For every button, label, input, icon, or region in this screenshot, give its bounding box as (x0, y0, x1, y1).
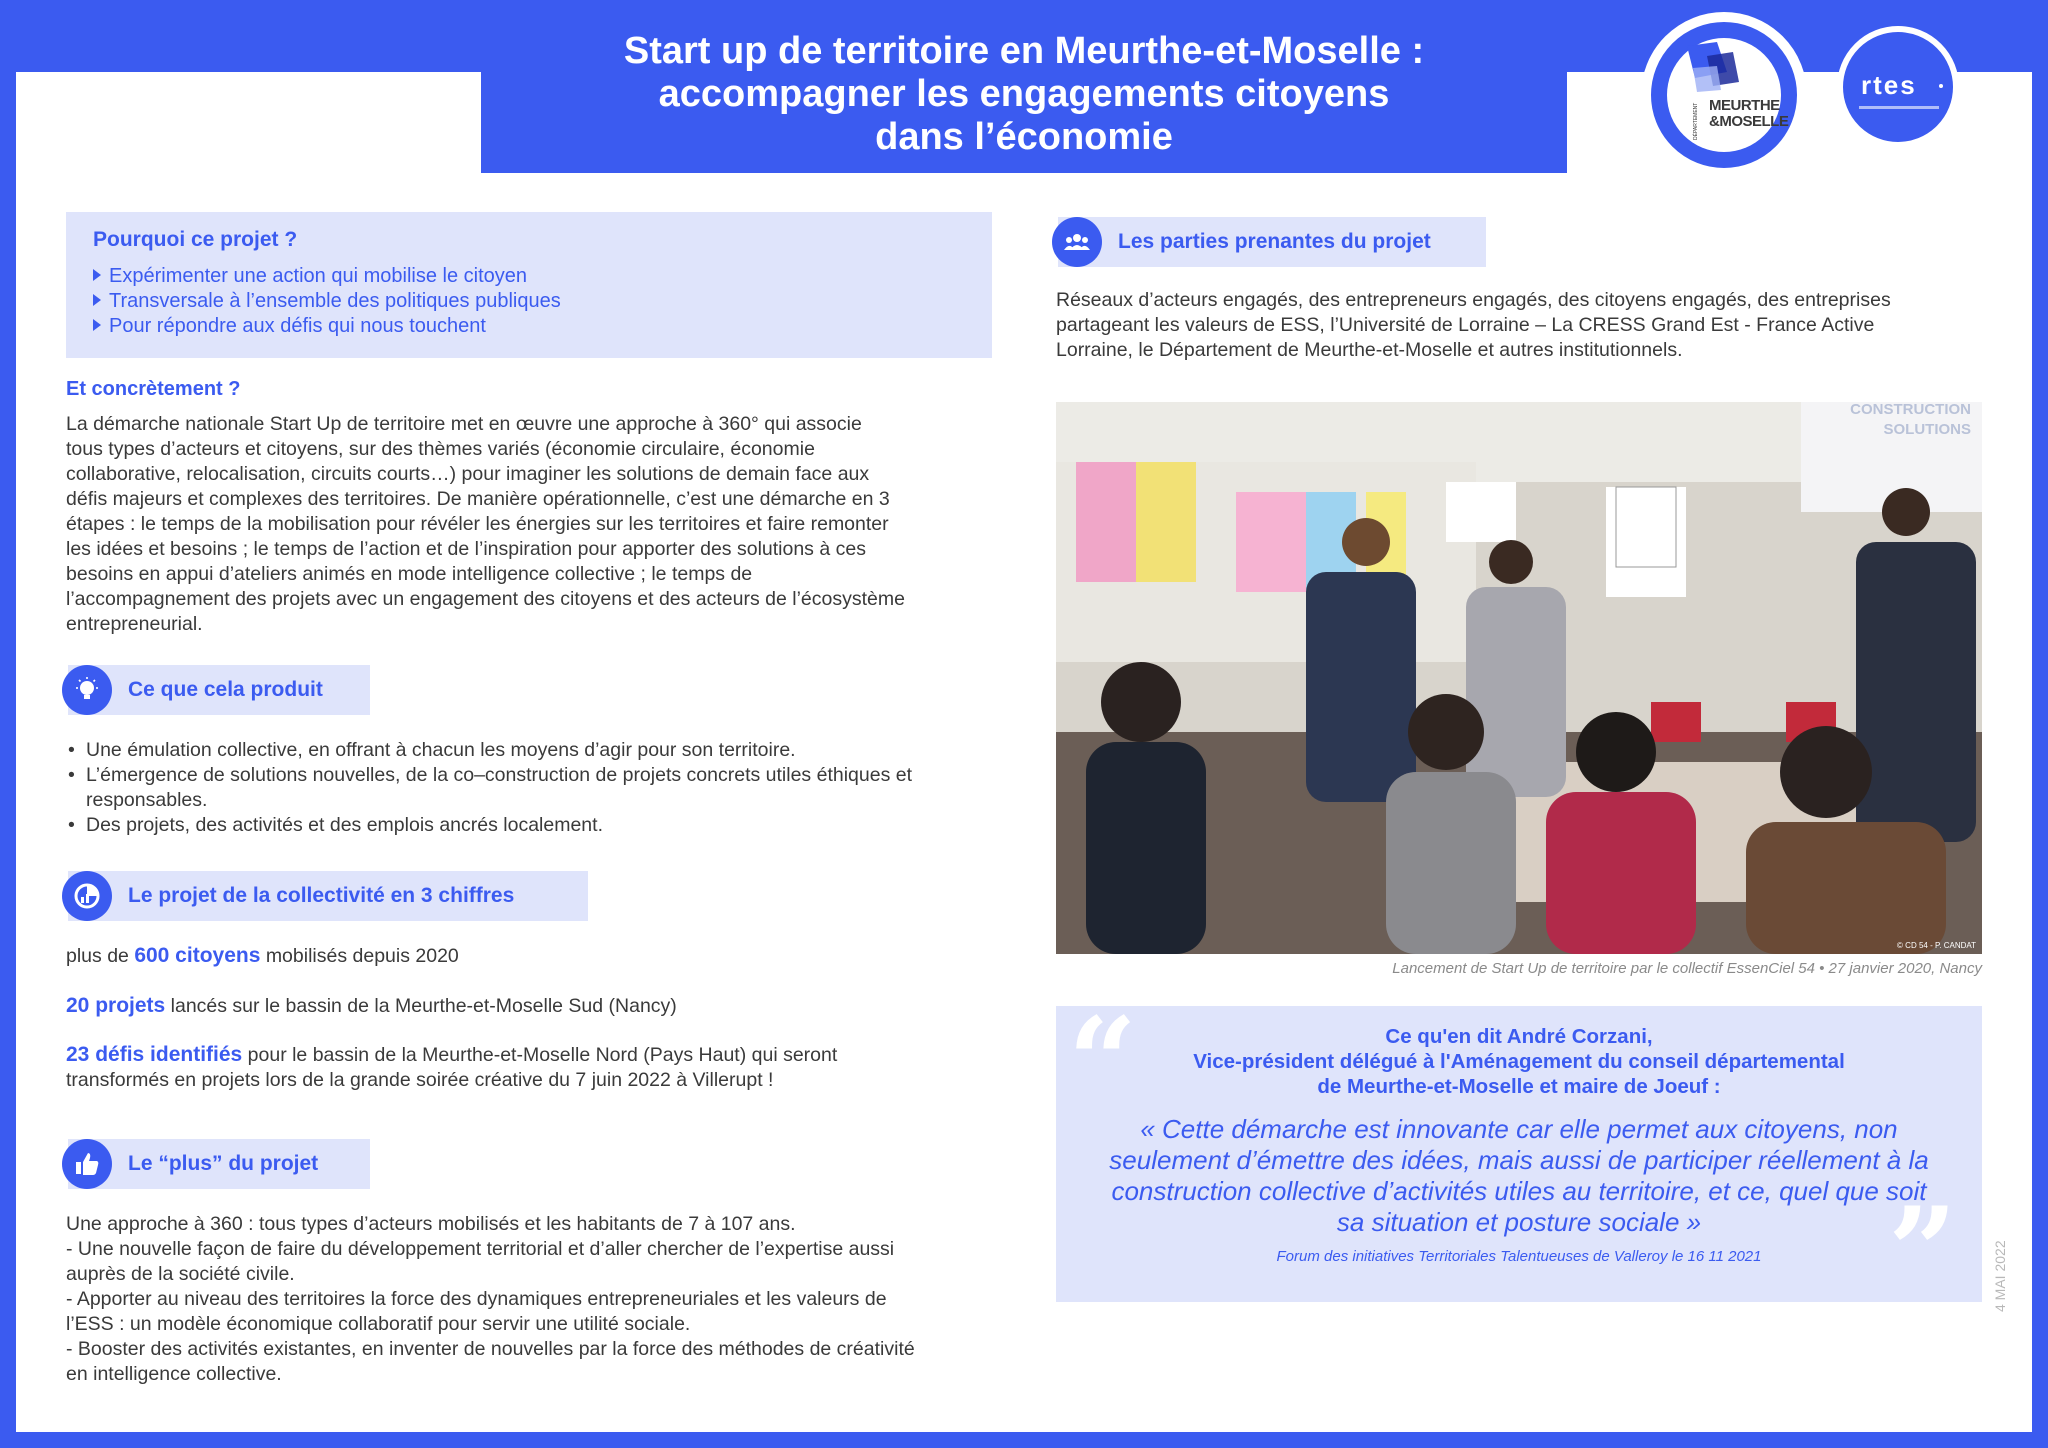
figures-section-header (68, 871, 588, 921)
why-item: Pour répondre aux défis qui nous touchent (93, 314, 561, 339)
rtes-logo-dot-icon (1939, 84, 1943, 88)
page-title (481, 0, 1567, 173)
rtes-logo-underline (1859, 106, 1939, 109)
open-quote-icon: “ (1068, 991, 1138, 1132)
lightbulb-icon (62, 665, 112, 715)
photo-screen-text: CONSTRUCTION (1850, 402, 1971, 418)
rtes-logo (1837, 26, 1959, 148)
triangle-bullet-icon (93, 294, 101, 306)
quote-text: « Cette démarche est innovante car elle permet aux citoyens, non seulement d’émettre des idées, mais aussi de participer réellement à la construction collective d’activités utiles au territoire, et ce, quel que soit sa situation et posture sociale » (1109, 1114, 1929, 1237)
produces-list (66, 738, 912, 838)
concretely-heading: Et concrètement ? (66, 378, 241, 400)
why-list (93, 264, 561, 339)
concretely-paragraph: La démarche nationale Start Up de territoire met en œuvre une approche à 360° qui associe tous types d’acteurs et citoyens, sur des thèmes variés (économie circulaire, économie collaborative, relocalisation, circuits courts…) pour imaginer les solutions de demain face aux défis majeurs et complexes des territoires. De manière opérationnelle, c’est une démarche en 3 étapes : le temps de la mobilisation pour révéler les énergies sur les territoires et faire remonter les idées et besoins ; le temps de l’action et de l’inspiration pour apporter des solutions à ces besoins en appui d’ateliers animés en mode intelligence collective ; le temps de l’accompagnement des projets avec un engagement des citoyens et des acteurs de l’écosystème entrepreneurial. (66, 413, 905, 635)
chart-gauge-icon (62, 871, 112, 921)
plus-paragraph: Une approche à 360 : tous types d’acteurs mobilisés et les habitants de 7 à 107 ans. - Une nouvelle façon de faire du développement territorial et d’aller chercher de l’expertise aussi auprès de la société civile. - Apporter au niveau des territoires la force des dynamiques entrepreneuriales et les valeurs de l’ESS : un modèle économique collaboratif pour servir une utilité sociale. - Booster des activités existantes, en inventer de nouvelles par la force des méthodes de créativité en intelligence collective. (66, 1213, 915, 1385)
thumbs-up-icon (62, 1139, 112, 1189)
photo-screen-text: SOLUTIONS (1883, 421, 1971, 438)
why-item: Transversale à l’ensemble des politiques publiques (93, 289, 561, 314)
figure-citizens: plus de 600 citoyens mobilisés depuis 2020 (66, 944, 459, 967)
figures-heading: Le projet de la collectivité en 3 chiffres (128, 884, 515, 907)
triangle-bullet-icon (93, 269, 101, 281)
produces-item: • Une émulation collective, en offrant à chacun les moyens d’agir pour son territoire. (66, 738, 912, 763)
departement-logo-small: DÉPARTEMENT (1693, 102, 1699, 140)
why-heading: Pourquoi ce projet ? (93, 228, 298, 251)
title-line-1: Start up de territoire en Meurthe-et-Moselle : (623, 30, 1425, 72)
why-panel (66, 212, 992, 358)
date-stamp: 4 MAI 2022 (1992, 1240, 2008, 1312)
figure-projects: 20 projets lancés sur le bassin de la Meurthe-et-Moselle Sud (Nancy) (66, 994, 677, 1017)
workshop-photo-illustration (1056, 402, 1982, 954)
workshop-photo (1056, 402, 1982, 954)
figure-challenges: 23 défis identifiés pour le bassin de la Meurthe-et-Moselle Nord (Pays Haut) qui seront transformés en projets lors de la grande soirée créative du 7 juin 2022 à Villerupt ! (66, 1043, 838, 1091)
stakeholders-paragraph: Réseaux d’acteurs engagés, des entrepreneurs engagés, des citoyens engagés, des entreprises partageant les valeurs de ESS, l’Université de Lorraine – La CRESS Grand Est - France Active Lorraine, le Département de Meurthe-et-Moselle et autres institutionnels. (1056, 289, 1891, 361)
produces-heading: Ce que cela produit (128, 678, 323, 701)
stakeholders-section-header (1058, 217, 1486, 267)
photo-credit: © CD 54 - P. CANDAT (1897, 941, 1976, 950)
photo-caption: Lancement de Start Up de territoire par le collectif EssenCiel 54 • 27 janvier 2020, Nancy (1392, 960, 1982, 977)
produces-item: • Des projets, des activités et des emplois ancrés localement. (66, 813, 912, 838)
triangle-bullet-icon (93, 319, 101, 331)
departement-logo (1641, 12, 1807, 178)
rtes-logo-text: rtes (1861, 70, 1917, 100)
stakeholders-heading: Les parties prenantes du projet (1118, 230, 1431, 253)
produces-section-header (68, 665, 370, 715)
close-quote-icon: ” (1888, 1181, 1958, 1322)
plus-heading: Le “plus” du projet (128, 1152, 319, 1175)
people-group-icon (1052, 217, 1102, 267)
title-line-3: dans l’économie (875, 116, 1173, 158)
quote-source: Forum des initiatives Territoriales Talentueuses de Valleroy le 16 11 2021 (1276, 1248, 1762, 1265)
quote-panel (1056, 991, 1982, 1322)
title-line-2: accompagner les engagements citoyens (658, 73, 1390, 115)
plus-section-header (68, 1139, 370, 1189)
produces-item: • L’émergence de solutions nouvelles, de la co–construction de projets concrets utiles éthiques et responsables. (66, 763, 912, 813)
quote-heading: Ce qu'en dit André Corzani, Vice-président délégué à l'Aménagement du conseil départemental de Meurthe-et-Moselle et maire de Joeuf : (1193, 1025, 1845, 1098)
why-item: Expérimenter une action qui mobilise le citoyen (93, 264, 561, 289)
departement-logo-text: MEURTHE &MOSELLE (1709, 97, 1789, 130)
